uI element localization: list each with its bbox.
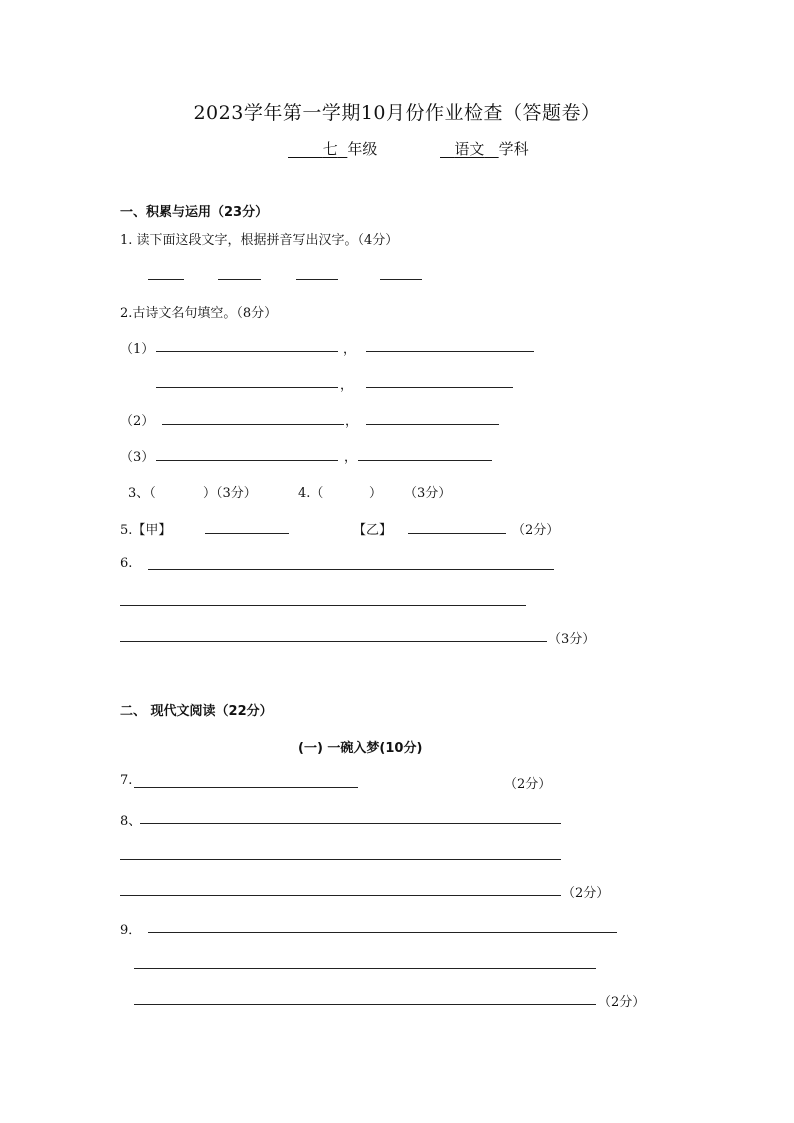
question-9: 9． [120,923,142,938]
q8-line-3[interactable] [120,895,561,896]
question-8-score: （2分） [562,886,610,901]
page-title: 2023学年第一学期10月份作业检查（答题卷） [193,102,601,124]
question-2: 2.古诗文名句填空。（8分） [120,306,278,321]
q2-item-2-label: （2） [120,414,155,429]
q5-blank-b[interactable] [408,533,506,534]
question-8: 8、 [120,814,142,829]
q1-blank-1[interactable] [148,279,184,280]
q2-2-blank-b[interactable] [366,424,499,425]
q1-blank-2[interactable] [218,279,261,280]
question-4-score: （3分） [404,486,452,501]
q2-3-blank-a[interactable] [156,460,338,461]
question-5-a: 5.【甲】 [120,523,172,538]
grade-label: 年级 [347,140,378,158]
subject-value: 语文 [454,140,485,158]
q2-3-blank-b[interactable] [358,460,492,461]
q9-line-2[interactable] [134,968,596,969]
q2-item-3-label: （3） [120,450,155,465]
q6-line-1[interactable] [148,569,554,570]
question-1: 1. 读下面这段文字，根据拼音写出汉字。（4分） [120,233,399,248]
grade-field [288,138,377,159]
subject-label: 学科 [498,140,529,158]
question-6-score: （3分） [548,632,596,647]
comma: ， [345,414,359,429]
q6-line-3[interactable] [120,641,547,642]
q6-line-2[interactable] [120,605,526,606]
comma: ， [343,342,357,357]
subject-field [440,138,529,159]
q2-1-blank-d[interactable] [366,387,513,388]
question-6: 6. [120,556,133,571]
q9-line-1[interactable] [148,932,617,933]
q1-blank-4[interactable] [380,279,422,280]
q9-line-3[interactable] [134,1004,596,1005]
q2-1-blank-a[interactable] [156,351,338,352]
q2-2-blank-a[interactable] [162,424,344,425]
comma: ， [340,378,354,393]
q8-line-1[interactable] [140,823,561,824]
q2-1-blank-b[interactable] [366,351,534,352]
question-7-score: （2分） [504,777,552,792]
question-3-open: 3、（ [128,486,156,501]
q5-blank-a[interactable] [205,533,289,534]
q2-item-1-label: （1） [120,342,155,357]
q2-1-blank-c[interactable] [156,387,338,388]
question-4-close: ） [369,486,383,501]
comma: ， [344,450,358,465]
question-9-score: （2分） [598,995,646,1010]
question-7: 7. [120,773,133,788]
question-4-open: 4.（ [298,486,324,501]
q7-blank[interactable] [134,787,358,788]
question-5-b: 【乙】 [353,523,393,538]
section2-subheading: (一) 一碗入梦(10分) [298,741,423,756]
grade-value: 七 [322,140,338,158]
section1-heading: 一、积累与运用（23分） [120,205,269,220]
question-5-score: （2分） [512,523,560,538]
q8-line-2[interactable] [120,859,561,860]
question-3-close: ）（3分） [203,486,257,501]
q1-blank-3[interactable] [296,279,338,280]
section2-heading: 二、 现代文阅读（22分） [120,704,273,719]
